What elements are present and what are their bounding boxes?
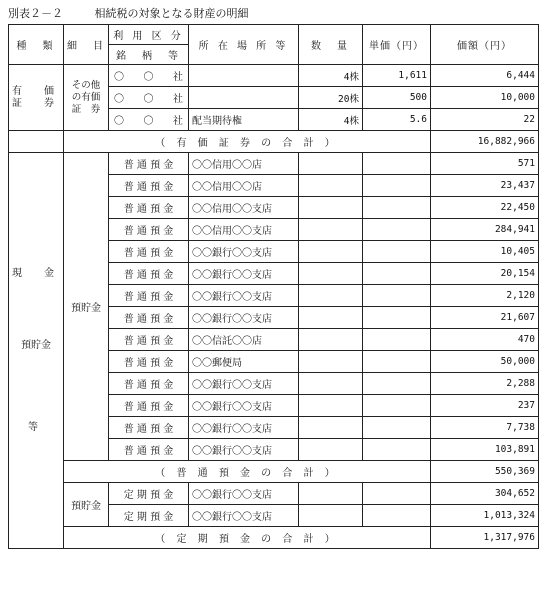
securities-unit-price: 500	[363, 87, 431, 109]
ordinary-deposit-type: 普 通 預 金	[109, 153, 189, 175]
header-unit-price: 単価（円）	[363, 25, 431, 65]
ordinary-deposit-location: 〇〇信用〇〇支店	[189, 197, 299, 219]
securities-usage	[109, 65, 189, 87]
ordinary-deposit-unit-price	[363, 395, 431, 417]
securities-quantity: 4株	[299, 65, 363, 87]
ordinary-deposit-quantity	[299, 439, 363, 461]
title-code: 別表２－２	[8, 7, 63, 20]
ordinary-deposit-value: 20,154	[431, 263, 539, 285]
ordinary-deposit-quantity	[299, 329, 363, 351]
ordinary-deposit-location: 〇〇銀行〇〇支店	[189, 417, 299, 439]
ordinary-deposit-quantity	[299, 395, 363, 417]
securities-mark2: 〇	[143, 72, 154, 83]
ordinary-deposit-location: 〇〇信用〇〇支店	[189, 219, 299, 241]
securities-detail-line: の有価	[71, 91, 101, 103]
header-location: 所 在 場 所 等	[189, 25, 299, 65]
securities-detail-line: その他	[71, 79, 101, 91]
ordinary-deposit-unit-price	[363, 439, 431, 461]
securities-kind	[9, 65, 64, 131]
ordinary-deposit-type: 普 通 預 金	[109, 329, 189, 351]
ordinary-subtotal-value: 550,369	[431, 461, 539, 483]
ordinary-deposit-type: 普 通 預 金	[109, 175, 189, 197]
ordinary-subtotal-label: （ 普 通 預 金 の 合 計 ）	[64, 461, 431, 483]
securities-kind-line1: 有 価	[12, 85, 60, 97]
ordinary-deposit-location: 〇〇銀行〇〇支店	[189, 373, 299, 395]
ordinary-deposit-value: 23,437	[431, 175, 539, 197]
securities-location	[189, 87, 299, 109]
ordinary-deposit-quantity	[299, 307, 363, 329]
ordinary-deposit-quantity	[299, 351, 363, 373]
ordinary-deposit-value: 10,405	[431, 241, 539, 263]
securities-location	[189, 65, 299, 87]
ordinary-deposit-value: 21,607	[431, 307, 539, 329]
deposits-kind-line2: 預貯金	[21, 339, 51, 351]
ordinary-deposit-unit-price	[363, 373, 431, 395]
ordinary-deposit-quantity	[299, 153, 363, 175]
securities-detail	[64, 65, 109, 131]
ordinary-deposit-type: 普 通 預 金	[109, 439, 189, 461]
ordinary-deposit-type: 普 通 預 金	[109, 395, 189, 417]
securities-subtotal-value: 16,882,966	[431, 131, 539, 153]
ordinary-deposit-value: 7,738	[431, 417, 539, 439]
time-deposit-quantity	[299, 483, 363, 505]
ordinary-deposit-value: 22,450	[431, 197, 539, 219]
header-quantity: 数 量	[299, 25, 363, 65]
ordinary-deposit-value: 470	[431, 329, 539, 351]
ordinary-deposit-unit-price	[363, 307, 431, 329]
deposits-kind-line1: 現 金	[12, 267, 60, 279]
deposits-kind	[9, 153, 64, 549]
securities-mark1: 〇	[114, 116, 124, 127]
securities-detail-line: 証 券	[71, 103, 101, 115]
ordinary-deposit-value: 571	[431, 153, 539, 175]
ordinary-deposit-unit-price	[363, 263, 431, 285]
header-value: 価額（円）	[431, 25, 539, 65]
header-row	[9, 25, 539, 45]
securities-mark1: 〇	[114, 94, 124, 105]
time-deposit-value: 1,013,324	[431, 505, 539, 527]
ordinary-deposit-quantity	[299, 197, 363, 219]
securities-unit-price: 1,611	[363, 65, 431, 87]
ordinary-deposit-type: 普 通 預 金	[109, 197, 189, 219]
securities-location: 配当期待権	[189, 109, 299, 131]
time-deposit-value: 304,652	[431, 483, 539, 505]
ordinary-deposit-location: 〇〇信用〇〇店	[189, 153, 299, 175]
securities-suffix: 社	[173, 94, 183, 105]
ordinary-deposit-value: 237	[431, 395, 539, 417]
ordinary-deposit-unit-price	[363, 153, 431, 175]
securities-kind-line2: 証 券	[12, 97, 60, 109]
ordinary-deposit-unit-price	[363, 285, 431, 307]
ordinary-deposit-type: 普 通 預 金	[109, 285, 189, 307]
securities-mark2: 〇	[143, 94, 154, 105]
securities-suffix: 社	[173, 116, 183, 127]
ordinary-deposit-type: 普 通 預 金	[109, 373, 189, 395]
ordinary-deposit-unit-price	[363, 417, 431, 439]
ordinary-deposit-value: 284,941	[431, 219, 539, 241]
time-deposit-location: 〇〇銀行〇〇支店	[189, 505, 299, 527]
table-body	[9, 65, 539, 549]
securities-usage-marks	[112, 90, 185, 105]
ordinary-deposit-value: 2,120	[431, 285, 539, 307]
ordinary-deposit-quantity	[299, 219, 363, 241]
ordinary-deposit-value: 2,288	[431, 373, 539, 395]
securities-mark1: 〇	[114, 72, 124, 83]
securities-value: 22	[431, 109, 539, 131]
ordinary-deposit-unit-price	[363, 197, 431, 219]
ordinary-deposit-type: 普 通 預 金	[109, 307, 189, 329]
securities-subtotal-kind-blank	[9, 131, 64, 153]
time-deposit-location: 〇〇銀行〇〇支店	[189, 483, 299, 505]
ordinary-deposit-detail: 預貯金	[64, 153, 109, 461]
time-deposit-unit-price	[363, 483, 431, 505]
ordinary-subtotal-row	[9, 461, 539, 483]
document-title	[8, 5, 277, 21]
ordinary-deposit-type: 普 通 預 金	[109, 417, 189, 439]
asset-table	[8, 24, 539, 549]
ordinary-deposit-quantity	[299, 285, 363, 307]
securities-quantity: 4株	[299, 109, 363, 131]
header-kind: 種 類	[9, 25, 64, 65]
time-deposit-type: 定 期 預 金	[109, 483, 189, 505]
ordinary-deposit-type: 普 通 預 金	[109, 241, 189, 263]
securities-subtotal-row	[9, 131, 539, 153]
ordinary-deposit-type: 普 通 預 金	[109, 263, 189, 285]
time-deposit-type: 定 期 預 金	[109, 505, 189, 527]
ordinary-deposit-type: 普 通 預 金	[109, 219, 189, 241]
ordinary-deposit-value: 103,891	[431, 439, 539, 461]
securities-suffix: 社	[173, 72, 183, 83]
ordinary-deposit-unit-price	[363, 351, 431, 373]
ordinary-deposit-unit-price	[363, 219, 431, 241]
time-deposit-unit-price	[363, 505, 431, 527]
header-detail: 細 目	[64, 25, 109, 65]
header-usage-bottom: 銘 柄 等	[109, 45, 189, 65]
ordinary-deposit-quantity	[299, 175, 363, 197]
ordinary-deposit-location: 〇〇郵便局	[189, 351, 299, 373]
securities-usage-marks	[112, 68, 185, 83]
ordinary-deposit-location: 〇〇銀行〇〇支店	[189, 285, 299, 307]
ordinary-deposit-unit-price	[363, 329, 431, 351]
header-usage-top: 利 用 区 分	[109, 25, 189, 45]
ordinary-deposit-quantity	[299, 417, 363, 439]
ordinary-deposit-unit-price	[363, 175, 431, 197]
time-subtotal-label: （ 定 期 預 金 の 合 計 ）	[64, 527, 431, 549]
ordinary-deposit-location: 〇〇銀行〇〇支店	[189, 439, 299, 461]
securities-value: 10,000	[431, 87, 539, 109]
ordinary-deposit-quantity	[299, 241, 363, 263]
securities-usage-marks	[112, 112, 185, 127]
securities-usage	[109, 109, 189, 131]
ordinary-deposit-quantity	[299, 373, 363, 395]
securities-value: 6,444	[431, 65, 539, 87]
time-subtotal-value: 1,317,976	[431, 527, 539, 549]
time-deposit-row	[9, 483, 539, 505]
ordinary-deposit-location: 〇〇銀行〇〇支店	[189, 307, 299, 329]
securities-unit-price: 5.6	[363, 109, 431, 131]
securities-usage	[109, 87, 189, 109]
ordinary-deposit-value: 50,000	[431, 351, 539, 373]
ordinary-deposit-location: 〇〇信用〇〇店	[189, 175, 299, 197]
ordinary-deposit-type: 普 通 預 金	[109, 351, 189, 373]
ordinary-deposit-location: 〇〇銀行〇〇支店	[189, 241, 299, 263]
deposits-kind-line3: 等	[28, 421, 44, 433]
ordinary-deposit-location: 〇〇銀行〇〇支店	[189, 263, 299, 285]
ordinary-deposit-location: 〇〇信託〇〇店	[189, 329, 299, 351]
title-text: 相続税の対象となる財産の明細	[94, 7, 249, 20]
time-deposit-quantity	[299, 505, 363, 527]
ordinary-deposit-quantity	[299, 263, 363, 285]
time-deposit-detail: 預貯金	[64, 483, 109, 527]
securities-row	[9, 65, 539, 87]
ordinary-deposit-location: 〇〇銀行〇〇支店	[189, 395, 299, 417]
securities-subtotal-label: （ 有 価 証 券 の 合 計 ）	[64, 131, 431, 153]
time-subtotal-row	[9, 527, 539, 549]
ordinary-deposit-row	[9, 153, 539, 175]
securities-mark2: 〇	[143, 116, 154, 127]
securities-quantity: 20株	[299, 87, 363, 109]
ordinary-deposit-unit-price	[363, 241, 431, 263]
